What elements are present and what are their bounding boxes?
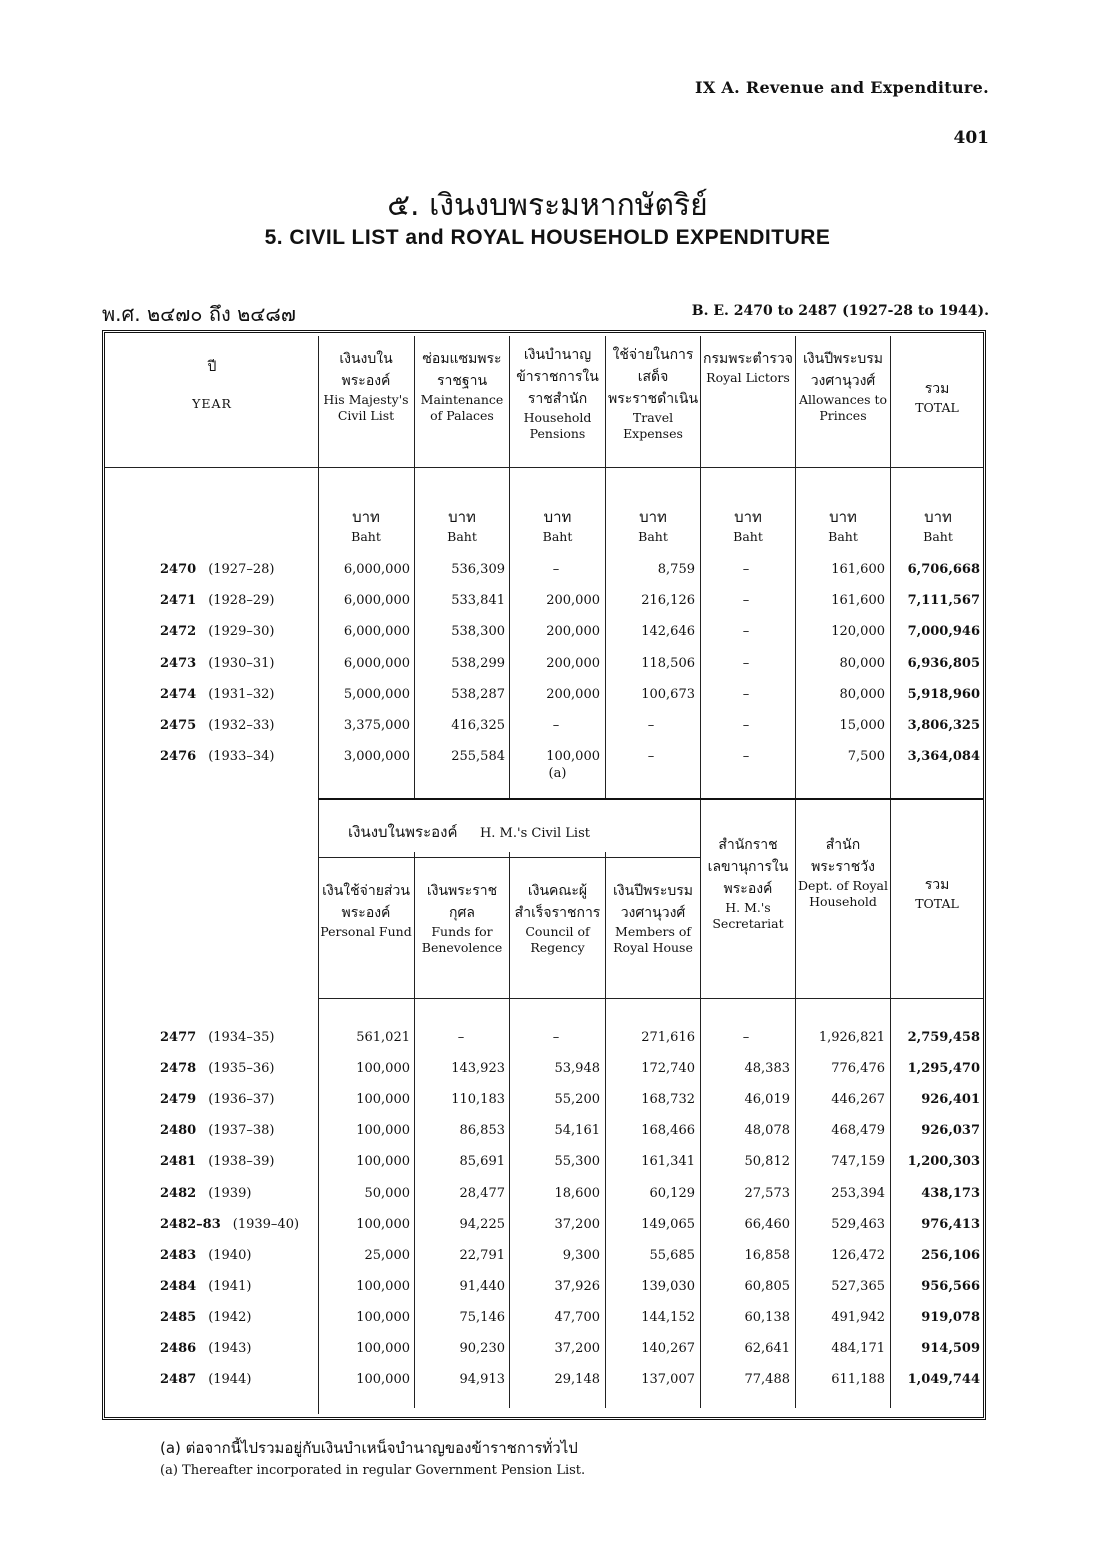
header-thai: ซ่อมแซมพระราชฐาน bbox=[422, 351, 502, 389]
header-english: TOTAL bbox=[915, 896, 959, 911]
page-number: 401 bbox=[953, 128, 989, 148]
civil-list-group-header bbox=[348, 820, 590, 844]
total-cell: 3,364,084 bbox=[907, 749, 980, 765]
total-cell: 438,173 bbox=[921, 1185, 980, 1201]
year-cell bbox=[160, 656, 274, 671]
value-cell: 18,600 bbox=[554, 1185, 600, 1201]
value-cell: 60,138 bbox=[744, 1309, 790, 1325]
value-cell: 533,841 bbox=[451, 593, 505, 609]
common-era-year: (1928–29) bbox=[208, 593, 275, 609]
value-cell: 139,030 bbox=[641, 1278, 695, 1294]
group-header-english: H. M.'s Civil List bbox=[479, 826, 590, 841]
secretariat-header bbox=[702, 834, 794, 932]
value-cell: 50,812 bbox=[744, 1154, 790, 1170]
header-thai: สำนักพระราชวัง bbox=[811, 837, 875, 875]
total-cell: 926,037 bbox=[921, 1123, 980, 1139]
value-cell: 271,616 bbox=[641, 1030, 695, 1045]
maintenance-header bbox=[416, 348, 508, 424]
buddhist-era-year: 2482 bbox=[160, 1185, 197, 1201]
value-cell: 529,463 bbox=[831, 1216, 885, 1232]
value-cell: 100,000 bbox=[356, 1341, 410, 1356]
column-rule bbox=[318, 336, 319, 1414]
year-cell bbox=[160, 1372, 251, 1387]
total-cell: 926,401 bbox=[921, 1092, 980, 1108]
year-column-header bbox=[108, 356, 316, 412]
civil-list-header bbox=[320, 348, 412, 424]
value-cell: 47,700 bbox=[554, 1309, 600, 1325]
value-cell: 80,000 bbox=[839, 686, 885, 702]
value-cell: 100,000 bbox=[356, 1154, 410, 1170]
header-thai: เงินพระราชกุศล bbox=[426, 883, 498, 921]
buddhist-era-year: 2480 bbox=[160, 1123, 197, 1139]
year-cell bbox=[160, 1061, 274, 1076]
buddhist-era-year: 2481 bbox=[160, 1154, 197, 1170]
value-cell: 168,732 bbox=[641, 1092, 695, 1108]
header-thai: เงินคณะผู้สำเร็จราชการ bbox=[514, 883, 601, 921]
year-cell bbox=[160, 1217, 299, 1232]
value-cell: 149,065 bbox=[641, 1216, 695, 1232]
buddhist-era-year: 2486 bbox=[160, 1341, 197, 1356]
header-english: Royal Lictors bbox=[706, 370, 790, 385]
header-thai: เงินปีพระบรมวงศานุวงศ์ bbox=[613, 883, 693, 921]
column-rule bbox=[414, 852, 415, 1408]
header-thai: ใช้จ่ายในการเสด็จพระราชดำเนิน bbox=[607, 347, 699, 407]
value-cell: 50,000 bbox=[364, 1185, 410, 1201]
common-era-year: (1936–37) bbox=[208, 1092, 275, 1108]
value-cell: 491,942 bbox=[831, 1309, 885, 1325]
column-rule bbox=[509, 336, 510, 798]
total-cell: 1,200,303 bbox=[907, 1154, 980, 1170]
footnote-english: (a) Thereafter incorporated in regular Government Pension List. bbox=[160, 1463, 586, 1478]
common-era-year: (1934–35) bbox=[208, 1030, 275, 1045]
value-cell: 161,600 bbox=[831, 562, 885, 577]
header-english: Household Pensions bbox=[523, 410, 592, 441]
value-cell: 62,641 bbox=[744, 1341, 790, 1356]
total-cell: 1,295,470 bbox=[907, 1061, 980, 1077]
value-cell: 446,267 bbox=[831, 1092, 885, 1108]
year-cell bbox=[160, 1248, 251, 1263]
allowances-header bbox=[797, 348, 889, 424]
common-era-year: (1939–40) bbox=[232, 1216, 300, 1232]
value-cell: – bbox=[647, 749, 655, 765]
value-cell: 561,021 bbox=[356, 1030, 410, 1045]
unit-label: บาท Baht bbox=[733, 508, 763, 544]
title-thai: ๕. เงินงบพระมหากษัตริย์ bbox=[387, 188, 708, 223]
value-cell: 168,466 bbox=[641, 1123, 695, 1139]
year-cell bbox=[160, 1186, 251, 1201]
value-cell: – bbox=[742, 562, 750, 577]
common-era-year: (1941) bbox=[208, 1278, 252, 1294]
header-thai: เงินใช้จ่ายส่วนพระองค์ bbox=[322, 883, 410, 921]
value-cell: 54,161 bbox=[554, 1123, 600, 1139]
total-cell: 3,806,325 bbox=[907, 718, 980, 733]
common-era-year: (1931–32) bbox=[208, 686, 275, 702]
common-era-year: (1927–28) bbox=[208, 562, 275, 577]
buddhist-era-year: 2470 bbox=[160, 562, 197, 577]
value-cell: 416,325 bbox=[451, 718, 505, 733]
buddhist-era-year: 2472 bbox=[160, 624, 197, 640]
common-era-year: (1929–30) bbox=[208, 624, 275, 640]
buddhist-era-year: 2482–83 bbox=[160, 1216, 221, 1232]
value-cell: 100,000 bbox=[356, 1061, 410, 1077]
total-cell: 7,000,946 bbox=[907, 624, 980, 640]
year-cell bbox=[160, 1341, 251, 1356]
value-cell: 200,000 bbox=[546, 686, 600, 702]
value-cell: – bbox=[742, 749, 750, 765]
value-cell: 161,341 bbox=[641, 1154, 695, 1170]
header-thai: กรมพระตำรวจ bbox=[702, 351, 794, 367]
period-english: B. E. 2470 to 2487 (1927-28 to 1944). bbox=[691, 303, 989, 319]
value-cell: 611,188 bbox=[831, 1372, 885, 1388]
value-cell: 6,000,000 bbox=[343, 624, 410, 640]
value-cell: 46,019 bbox=[744, 1092, 790, 1108]
value-cell: 80,000 bbox=[839, 655, 885, 671]
unit-label: บาท Baht bbox=[638, 508, 668, 544]
title-english: 5. CIVIL LIST and ROYAL HOUSEHOLD EXPENDITURE bbox=[264, 226, 831, 249]
header-english: His Majesty's Civil List bbox=[323, 392, 409, 423]
group-rule bbox=[318, 857, 700, 858]
header-english: Allowances to Princes bbox=[798, 392, 888, 423]
value-cell: 747,159 bbox=[831, 1154, 885, 1170]
total-cell: 6,706,668 bbox=[907, 562, 980, 577]
column-rule bbox=[414, 336, 415, 798]
year-cell bbox=[160, 718, 274, 733]
lictors-header bbox=[702, 348, 794, 386]
value-cell: 60,805 bbox=[744, 1278, 790, 1294]
year-cell bbox=[160, 1123, 274, 1138]
buddhist-era-year: 2484 bbox=[160, 1278, 197, 1294]
value-cell: 94,913 bbox=[459, 1372, 505, 1388]
value-cell: 48,383 bbox=[744, 1061, 790, 1077]
value-cell: 1,926,821 bbox=[818, 1030, 885, 1045]
value-cell: 200,000 bbox=[546, 624, 600, 640]
value-cell: 90,230 bbox=[459, 1341, 505, 1356]
value-cell: 538,300 bbox=[451, 624, 505, 640]
common-era-year: (1933–34) bbox=[208, 749, 275, 765]
common-era-year: (1938–39) bbox=[208, 1154, 275, 1170]
value-cell: 85,691 bbox=[459, 1154, 505, 1170]
period-thai: พ.ศ. ๒๔๗๐ ถึง ๒๔๘๗ bbox=[102, 302, 296, 326]
value-cell: 100,000 bbox=[356, 1092, 410, 1108]
value-cell: 8,759 bbox=[657, 562, 695, 577]
value-cell: – bbox=[742, 655, 750, 671]
common-era-year: (1944) bbox=[208, 1372, 252, 1388]
value-cell: 9,300 bbox=[562, 1247, 600, 1263]
value-cell: 55,685 bbox=[649, 1247, 695, 1263]
year-cell bbox=[160, 1310, 251, 1325]
column-rule bbox=[700, 800, 701, 1408]
travel-header bbox=[607, 344, 699, 442]
section-rule bbox=[318, 798, 983, 800]
total-cell: 6,936,805 bbox=[907, 655, 980, 671]
value-cell: 538,299 bbox=[451, 655, 505, 671]
regency-header bbox=[511, 880, 604, 956]
value-cell: 48,078 bbox=[744, 1123, 790, 1139]
buddhist-era-year: 2487 bbox=[160, 1372, 197, 1388]
value-cell: 484,171 bbox=[831, 1341, 885, 1356]
value-cell: 37,200 bbox=[554, 1216, 600, 1232]
year-cell bbox=[160, 593, 274, 608]
value-cell: 29,148 bbox=[554, 1372, 600, 1388]
value-cell: 60,129 bbox=[649, 1185, 695, 1201]
year-cell bbox=[160, 1154, 274, 1169]
buddhist-era-year: 2479 bbox=[160, 1092, 197, 1108]
value-cell: 6,000,000 bbox=[343, 593, 410, 609]
value-cell: 37,926 bbox=[554, 1278, 600, 1294]
total-cell: 2,759,458 bbox=[907, 1030, 980, 1045]
value-cell: 6,000,000 bbox=[343, 655, 410, 671]
buddhist-era-year: 2483 bbox=[160, 1247, 197, 1263]
year-cell bbox=[160, 687, 274, 702]
total-cell: 956,566 bbox=[921, 1278, 980, 1294]
value-cell: – bbox=[742, 718, 750, 733]
total-cell: 256,106 bbox=[921, 1247, 980, 1263]
header-thai: เงินงบในพระองค์ bbox=[339, 351, 393, 389]
column-rule bbox=[890, 800, 891, 1408]
value-cell: 527,365 bbox=[831, 1278, 885, 1294]
value-cell: – bbox=[742, 593, 750, 609]
value-cell: 100,000 bbox=[356, 1372, 410, 1388]
value-cell: 55,300 bbox=[554, 1154, 600, 1170]
value-cell: – bbox=[457, 1030, 465, 1045]
total-cell: 914,509 bbox=[921, 1341, 980, 1356]
year-cell bbox=[160, 1279, 251, 1294]
unit-label: บาท Baht bbox=[923, 508, 953, 544]
value-cell: 37,200 bbox=[554, 1341, 600, 1356]
header-english: Members of Royal House bbox=[613, 924, 693, 955]
value-cell: 100,000 bbox=[546, 749, 600, 765]
buddhist-era-year: 2471 bbox=[160, 593, 197, 609]
value-cell: 120,000 bbox=[831, 624, 885, 640]
header-rule bbox=[105, 467, 983, 468]
value-cell: 77,488 bbox=[744, 1372, 790, 1388]
value-cell: 94,225 bbox=[459, 1216, 505, 1232]
header-thai: รวม bbox=[924, 381, 950, 397]
header-english: H. M.'s Secretariat bbox=[712, 900, 784, 931]
value-cell: 100,000 bbox=[356, 1123, 410, 1139]
value-cell: 3,375,000 bbox=[343, 718, 410, 733]
value-cell: 200,000 bbox=[546, 655, 600, 671]
value-cell: 100,000 bbox=[356, 1216, 410, 1232]
value-cell: – bbox=[647, 718, 655, 733]
column-rule bbox=[509, 852, 510, 1408]
value-cell: 538,287 bbox=[451, 686, 505, 702]
value-cell: 144,152 bbox=[641, 1309, 695, 1325]
value-cell: 200,000 bbox=[546, 593, 600, 609]
value-cell: 100,000 bbox=[356, 1278, 410, 1294]
royal-household-header bbox=[797, 834, 889, 910]
value-cell: 53,948 bbox=[554, 1061, 600, 1077]
value-cell: 536,309 bbox=[451, 562, 505, 577]
footnote-marker: (a) bbox=[548, 766, 567, 781]
total-header bbox=[892, 378, 982, 416]
value-cell: 255,584 bbox=[451, 749, 505, 765]
value-cell: 110,183 bbox=[451, 1092, 505, 1108]
column-rule bbox=[890, 336, 891, 798]
header-thai: เงินปีพระบรมวงศานุวงศ์ bbox=[803, 351, 883, 389]
buddhist-era-year: 2477 bbox=[160, 1030, 197, 1045]
header-english: Funds for Benevolence bbox=[421, 924, 503, 955]
header-thai: เงินบำนาญข้าราชการในราชสำนัก bbox=[516, 347, 599, 407]
value-cell: 91,440 bbox=[459, 1278, 505, 1294]
buddhist-era-year: 2475 bbox=[160, 718, 197, 733]
buddhist-era-year: 2476 bbox=[160, 749, 197, 765]
common-era-year: (1940) bbox=[208, 1247, 252, 1263]
total-cell: 1,049,744 bbox=[907, 1372, 980, 1388]
value-cell: 137,007 bbox=[641, 1372, 695, 1388]
header-english: Travel Expenses bbox=[623, 410, 683, 441]
common-era-year: (1930–31) bbox=[208, 655, 275, 671]
value-cell: 22,791 bbox=[459, 1247, 505, 1263]
value-cell: 86,853 bbox=[459, 1123, 505, 1139]
value-cell: – bbox=[742, 624, 750, 640]
unit-label: บาท Baht bbox=[351, 508, 381, 544]
value-cell: – bbox=[552, 562, 560, 577]
value-cell: 6,000,000 bbox=[343, 562, 410, 577]
common-era-year: (1942) bbox=[208, 1309, 252, 1325]
value-cell: 100,000 bbox=[356, 1309, 410, 1325]
header-english: YEAR bbox=[192, 396, 232, 411]
header-english: Maintenance of Palaces bbox=[420, 392, 504, 423]
year-cell bbox=[160, 749, 274, 764]
personal-fund-header bbox=[320, 880, 412, 940]
value-cell: – bbox=[552, 1030, 560, 1045]
unit-label: บาท Baht bbox=[542, 508, 573, 544]
pensions-header bbox=[511, 344, 604, 442]
total-cell: 5,918,960 bbox=[907, 686, 980, 702]
header-thai: สำนักราชเลขานุการในพระองค์ bbox=[707, 837, 789, 897]
common-era-year: (1932–33) bbox=[208, 718, 275, 733]
buddhist-era-year: 2478 bbox=[160, 1061, 197, 1077]
buddhist-era-year: 2474 bbox=[160, 686, 197, 702]
header-english: Personal Fund bbox=[320, 924, 412, 939]
value-cell: 66,460 bbox=[744, 1216, 790, 1232]
header-thai: รวม bbox=[924, 877, 950, 893]
value-cell: 143,923 bbox=[451, 1061, 505, 1077]
value-cell: 468,479 bbox=[831, 1123, 885, 1139]
value-cell: – bbox=[742, 1030, 750, 1045]
value-cell: 15,000 bbox=[839, 718, 885, 733]
header-english: TOTAL bbox=[915, 400, 959, 415]
header-rule bbox=[318, 998, 983, 999]
royal-house-header bbox=[607, 880, 699, 956]
year-cell bbox=[160, 1030, 274, 1045]
value-cell: 216,126 bbox=[641, 593, 695, 609]
running-head: IX A. Revenue and Expenditure. bbox=[695, 78, 989, 97]
value-cell: 253,394 bbox=[831, 1185, 885, 1201]
value-cell: 55,200 bbox=[554, 1092, 600, 1108]
common-era-year: (1943) bbox=[208, 1341, 252, 1356]
footnote-thai: (a) ต่อจากนี้ไปรวมอยู่กับเงินบำเหน็จบำนาญของข้าราชการทั่วไป bbox=[160, 1439, 578, 1457]
value-cell: – bbox=[552, 718, 560, 733]
header-english: Dept. of Royal Household bbox=[798, 878, 888, 909]
column-rule bbox=[795, 336, 796, 798]
buddhist-era-year: 2473 bbox=[160, 655, 197, 671]
value-cell: 100,673 bbox=[641, 686, 695, 702]
unit-label: บาท Baht bbox=[828, 508, 858, 544]
year-cell bbox=[160, 562, 274, 577]
common-era-year: (1935–36) bbox=[208, 1061, 275, 1077]
value-cell: 118,506 bbox=[641, 655, 695, 671]
total-cell: 919,078 bbox=[921, 1309, 980, 1325]
total-cell: 7,111,567 bbox=[907, 593, 980, 609]
value-cell: 16,858 bbox=[744, 1247, 790, 1263]
value-cell: 28,477 bbox=[459, 1185, 505, 1201]
value-cell: 161,600 bbox=[831, 593, 885, 609]
column-rule bbox=[605, 852, 606, 1408]
value-cell: 75,146 bbox=[459, 1309, 505, 1325]
value-cell: 7,500 bbox=[847, 749, 885, 765]
value-cell: 140,267 bbox=[641, 1341, 695, 1356]
year-cell bbox=[160, 1092, 274, 1107]
column-rule bbox=[700, 336, 701, 798]
value-cell: 172,740 bbox=[641, 1061, 695, 1077]
total-cell: 976,413 bbox=[921, 1216, 980, 1232]
column-rule bbox=[795, 800, 796, 1408]
value-cell: – bbox=[742, 686, 750, 702]
total-header bbox=[892, 874, 982, 912]
value-cell: 27,573 bbox=[744, 1185, 790, 1201]
year-cell bbox=[160, 624, 274, 639]
unit-label: บาท Baht bbox=[447, 508, 477, 544]
common-era-year: (1939) bbox=[208, 1185, 252, 1201]
column-rule bbox=[605, 336, 606, 798]
value-cell: 126,472 bbox=[831, 1247, 885, 1263]
value-cell: 3,000,000 bbox=[343, 749, 410, 765]
group-header-thai: เงินงบในพระองค์ bbox=[348, 823, 458, 841]
value-cell: 25,000 bbox=[364, 1247, 410, 1263]
benevolence-header bbox=[416, 880, 508, 956]
value-cell: 776,476 bbox=[831, 1061, 885, 1077]
value-cell: 142,646 bbox=[641, 624, 695, 640]
header-thai: ปี bbox=[207, 359, 217, 375]
header-english: Council of Regency bbox=[525, 924, 590, 955]
buddhist-era-year: 2485 bbox=[160, 1309, 197, 1325]
common-era-year: (1937–38) bbox=[208, 1123, 275, 1139]
value-cell: 5,000,000 bbox=[343, 686, 410, 702]
